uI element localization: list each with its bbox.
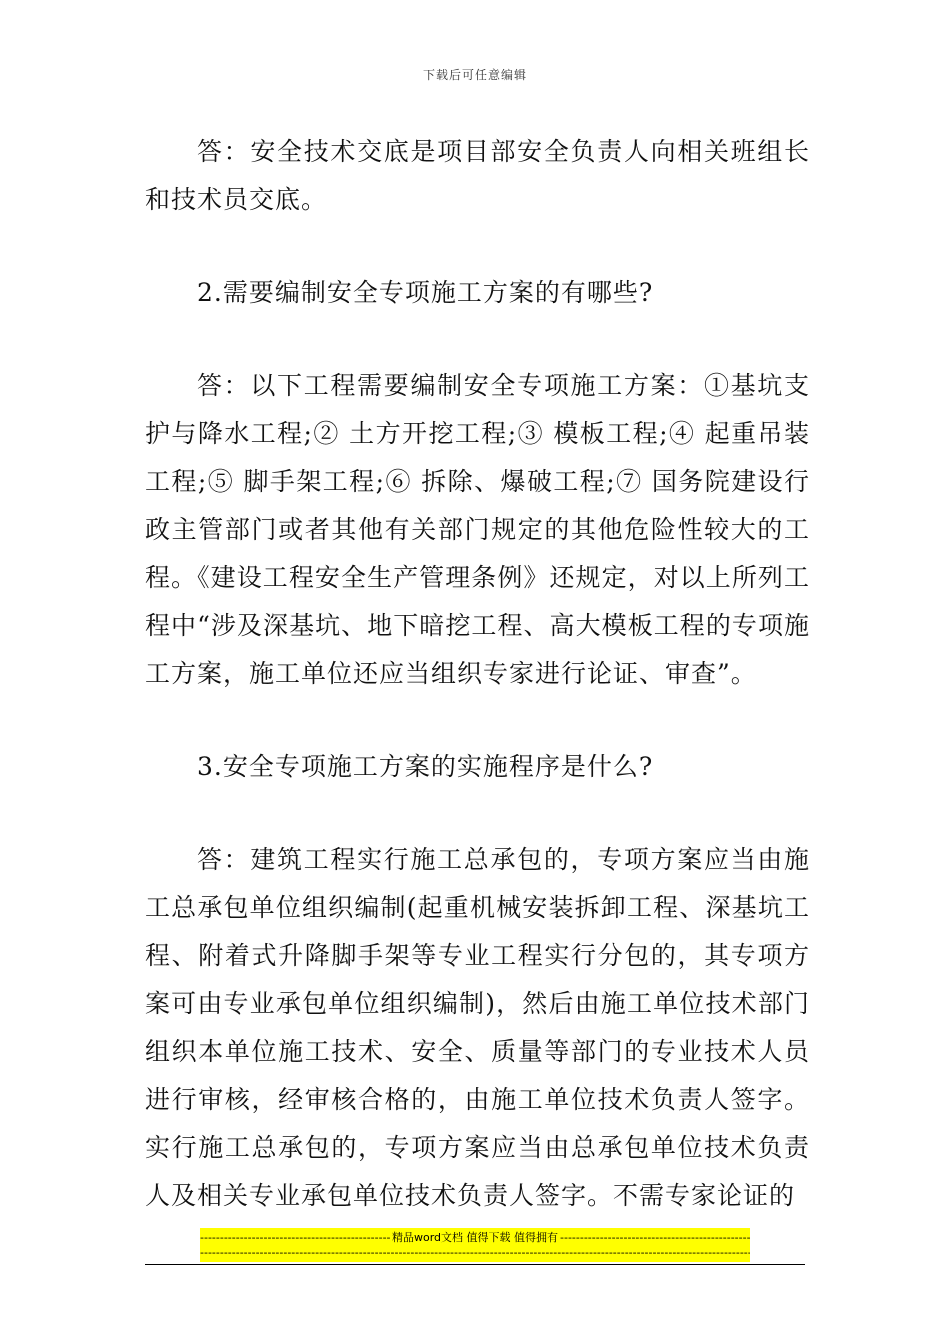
footer-banner <box>200 1228 750 1262</box>
question-3: 3.安全专项施工方案的实施程序是什么? <box>197 752 654 781</box>
page-header: 下载后可任意编辑 <box>422 68 527 82</box>
answer-paragraph-1: 答：安全技术交底是项目部安全负责人向相关班组长和技术员交底。 <box>145 137 810 214</box>
answer-paragraph-3: 答：建筑工程实行施工总承包的，专项方案应当由施工总承包单位组织编制(起重机械安装拆卸工程、深基坑工程、附着式升降脚手架等专业工程实行分包的，其专项方案可由专业承包单位组织编制)，然后由施工单位技术部门组织本单位施工技术、安全、质量等部门的专业技术人员进行审核，经审核合格的，由施工单位技术负责人签字。实行施工总承包的，专项方案应当由总承包单位技术负责人及相关专业承包单位技术负责人签字。不需专家论证的 <box>145 845 810 1210</box>
footer-rule <box>145 1264 805 1265</box>
footer-dashes-bottom <box>200 1245 750 1260</box>
answer-paragraph-2: 答：以下工程需要编制安全专项施工方案：①基坑支护与降水工程;② 土方开挖工程;③ 模板工程;④ 起重吊装工程;⑤ 脚手架工程;⑥ 拆除、爆破工程;⑦ 国务院建设行政主管部门或者其他有关部门规定的其他危险性较大的工程。《建设工程安全生产管理条例》还规定，对以上所列工程中“涉及深基坑、地下暗挖工程、高大模板工程的专项施工方案，施工单位还应当组织专家进行论证、审查”。 <box>145 371 810 688</box>
question-2: 2.需要编制安全专项施工方案的有哪些? <box>197 278 654 307</box>
footer-text: 精品word文档 值得下载 值得拥有 <box>391 1231 559 1244</box>
footer-dashes-right <box>560 1230 750 1245</box>
document-body <box>145 128 810 1220</box>
footer-dashes-left <box>200 1230 390 1245</box>
